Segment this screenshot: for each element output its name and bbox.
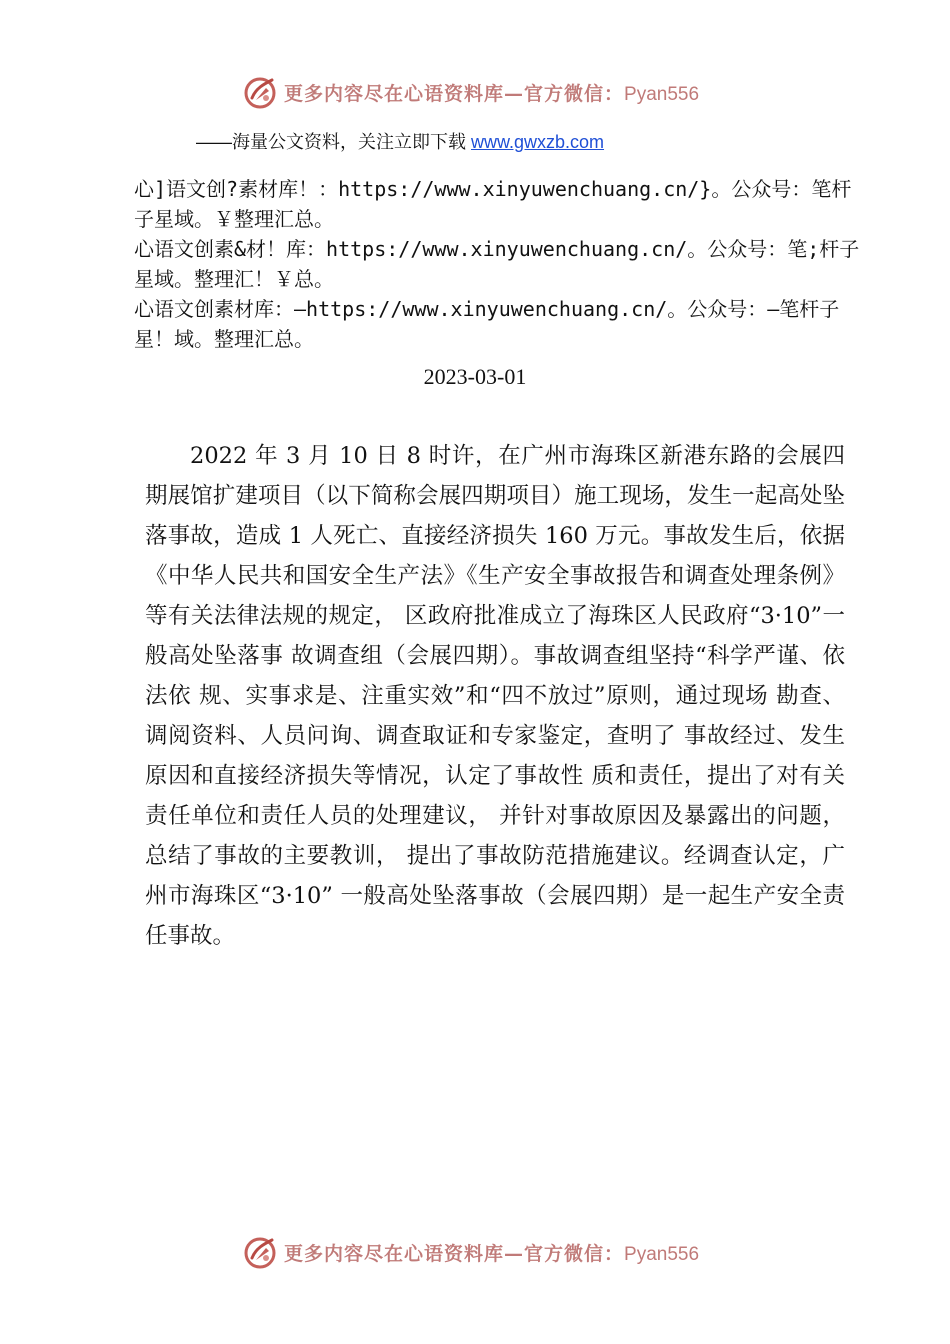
note-line: 心语文创素&材！库：https://www.xinyuwenchuang.cn/。公众号：笔;杆子星域。整理汇！￥总。 (134, 237, 860, 291)
footer-wechat-id: Pyan556 (624, 1243, 700, 1265)
note-line: 心]语文创?素材库！：https://www.xinyuwenchuang.cn/}。公众号：笔杆子星域。￥整理汇总。 (134, 177, 852, 231)
brand-logo-icon (242, 74, 278, 110)
note-line: 心语文创素材库：—https://www.xinyuwenchuang.cn/。公众号：—笔杆子星！域。整理汇总。 (134, 297, 840, 351)
banner-wechat-id: Pyan556 (624, 83, 700, 105)
banner-title (284, 79, 699, 106)
website-link[interactable]: www.gwxzb.com (471, 132, 605, 152)
sub-banner-text: ——海量公文资料，关注立即下载 (196, 132, 471, 152)
banner-slogan: 更多内容尽在心语资料库—官方微信： (284, 82, 625, 105)
bottom-banner (0, 1232, 950, 1272)
sub-banner (196, 128, 604, 154)
article-paragraph: 2022 年 3 月 10 日 8 时许，在广州市海珠区新港东路的会展四期展馆扩建项目（以下简称会展四期项目）施工现场，发生一起高处坠落事故，造成 1 人死亡、直接经济损失 160 万元。事故发生后，依据《中华人民共和国安全生产法》《生产安全事故报告和调查处理条例》等有关法律法规的规定， 区政府批准成立了海珠区人民政府“3·10”一般高处坠落事 故调查组（会展四期）。事故调查组坚持“科学严谨、依法依 规、实事求是、注重实效”和“四不放过”原则，通过现场 勘查、调阅资料、人员问询、调查取证和专家鉴定，查明了 事故经过、发生原因和直接经济损失等情况，认定了事故性 质和责任，提出了对有关责任单位和责任人员的处理建议， 并针对事故原因及暴露出的问题，总结了事故的主要教训， 提出了事故防范措施建议。经调查认定，广州市海珠区“3·10” 一般高处坠落事故（会展四期）是一起生产安全责任事故。 (145, 443, 845, 949)
document-date: 2023-03-01 (423, 364, 527, 389)
top-banner (0, 72, 950, 112)
footer-banner-title (284, 1239, 699, 1266)
footer-slogan: 更多内容尽在心语资料库—官方微信： (284, 1242, 625, 1265)
notes-block (134, 174, 864, 354)
brand-logo-icon (242, 1234, 278, 1270)
